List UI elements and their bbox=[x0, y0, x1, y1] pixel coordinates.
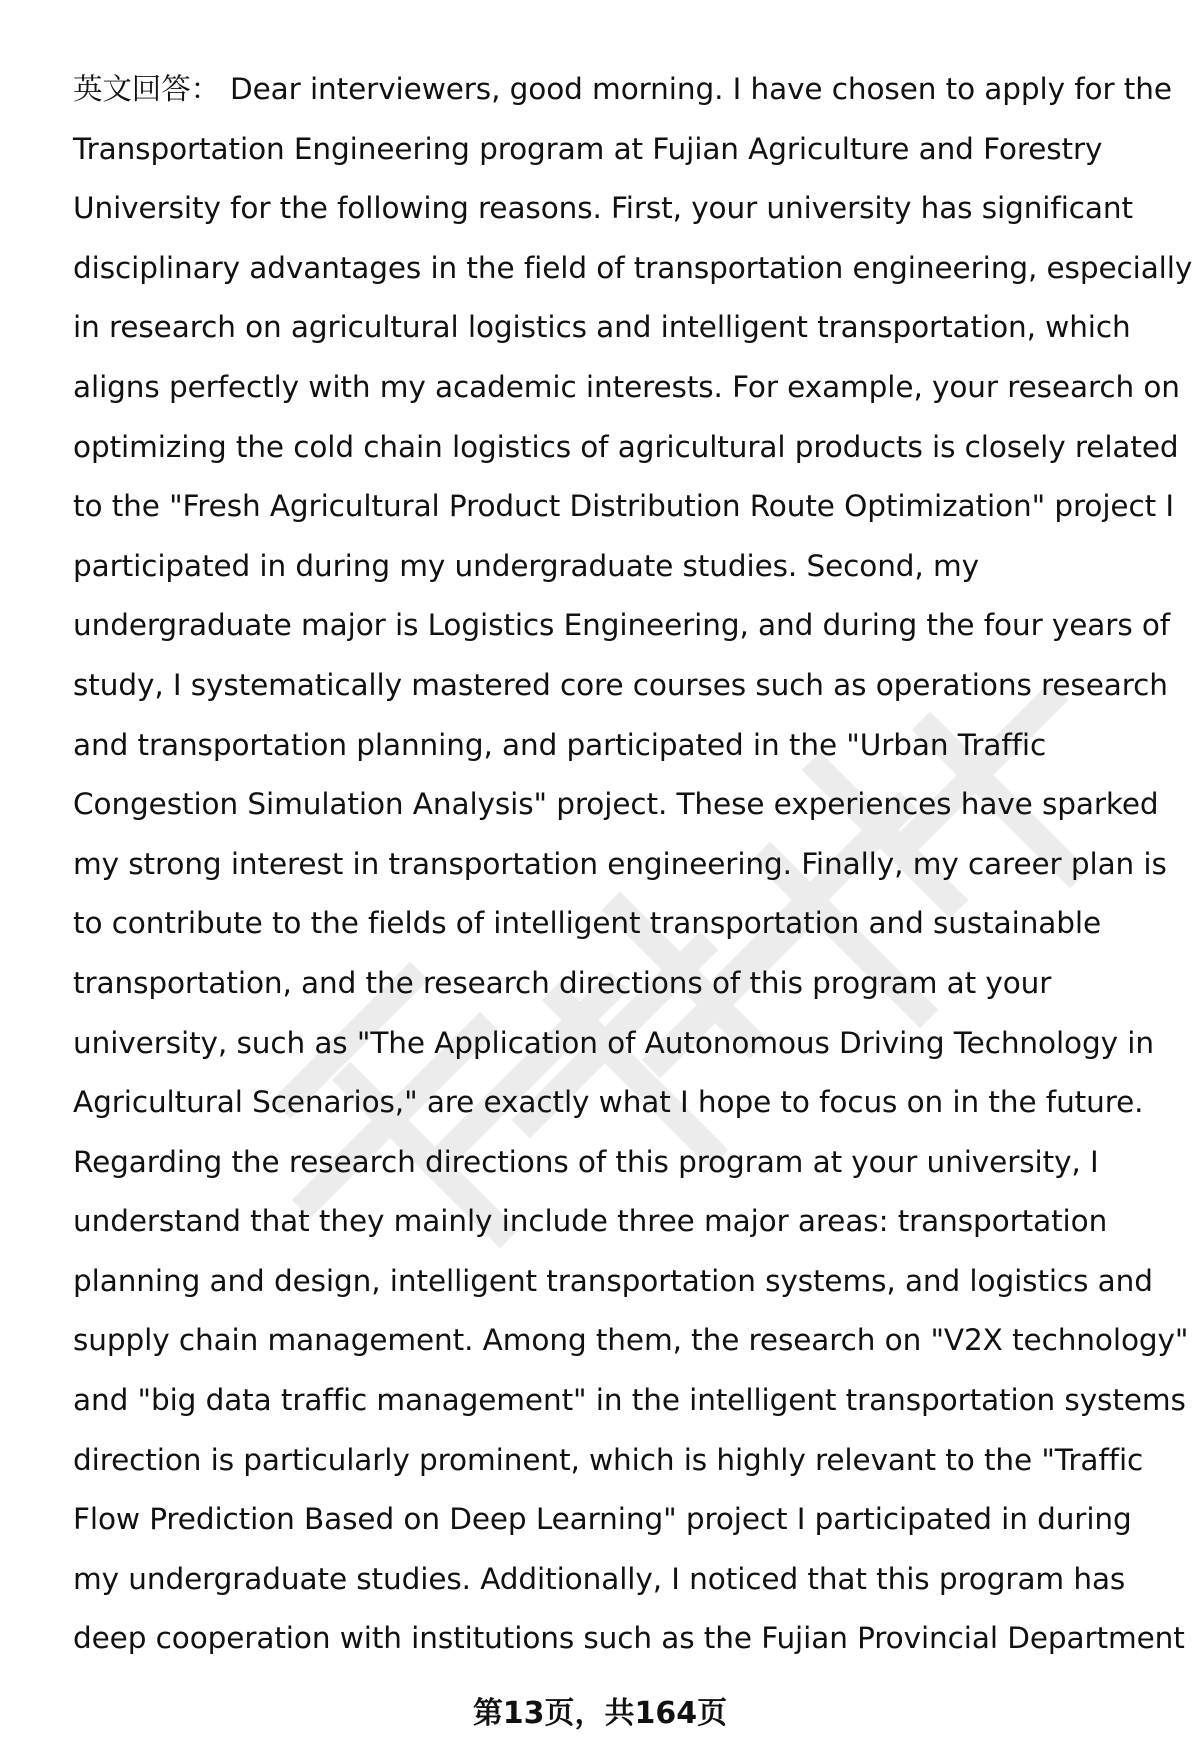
text-line: Congestion Simulation Analysis" project. These experiences have sparked bbox=[73, 787, 1159, 822]
text-line: and "big data traffic management" in the intelligent transportation systems bbox=[73, 1383, 1186, 1418]
text-line: undergraduate major is Logistics Engineering, and during the four years of bbox=[73, 608, 1171, 643]
text-line: in research on agricultural logistics and intelligent transportation, which bbox=[73, 310, 1131, 345]
text-line: aligns perfectly with my academic interests. For example, your research on bbox=[73, 369, 1180, 404]
text-line: optimizing the cold chain logistics of agricultural products is closely related bbox=[73, 429, 1179, 464]
text-line: Regarding the research directions of this program at your university, I bbox=[73, 1144, 1099, 1179]
text-line: Flow Prediction Based on Deep Learning" project I participated in during bbox=[73, 1502, 1132, 1537]
text-line: direction is particularly prominent, which is highly relevant to the "Traffic bbox=[73, 1442, 1144, 1477]
text-line: Transportation Engineering program at Fujian Agriculture and Forestry bbox=[73, 131, 1103, 166]
text-line: to contribute to the fields of intelligent transportation and sustainable bbox=[73, 906, 1102, 941]
text-line: University for the following reasons. First, your university has significant bbox=[73, 191, 1133, 226]
text-line: transportation, and the research directions of this program at your bbox=[73, 965, 1052, 1000]
page-number-footer: 第13页，共164页 bbox=[472, 1696, 728, 1731]
text-line: my undergraduate studies. Additionally, I noticed that this program has bbox=[73, 1561, 1126, 1596]
text-line: understand that they mainly include three major areas: transportation bbox=[73, 1204, 1108, 1239]
text-line: disciplinary advantages in the field of transportation engineering, especially bbox=[73, 250, 1193, 285]
text-line: study, I systematically mastered core courses such as operations research bbox=[73, 667, 1168, 702]
text-line: university, such as "The Application of Autonomous Driving Technology in bbox=[73, 1025, 1154, 1060]
text-line: to the "Fresh Agricultural Product Distribution Route Optimization" project I bbox=[73, 489, 1174, 524]
text-line: my strong interest in transportation engineering. Finally, my career plan is bbox=[73, 846, 1167, 881]
text-line: planning and design, intelligent transportation systems, and logistics and bbox=[73, 1263, 1153, 1298]
text-line: 英文回答： Dear interviewers, good morning. I have chosen to apply for the bbox=[73, 72, 1172, 106]
answer-body bbox=[73, 60, 1193, 1669]
answer-label: 英文回答： bbox=[73, 72, 221, 106]
text-line: and transportation planning, and participated in the "Urban Traffic bbox=[73, 727, 1047, 762]
text-line: deep cooperation with institutions such as the Fujian Provincial Department bbox=[73, 1621, 1185, 1656]
text-line: participated in during my undergraduate studies. Second, my bbox=[73, 548, 979, 583]
text-line: supply chain management. Among them, the research on "V2X technology" bbox=[73, 1323, 1189, 1358]
text-line: Agricultural Scenarios," are exactly what I hope to focus on in the future. bbox=[73, 1085, 1144, 1120]
